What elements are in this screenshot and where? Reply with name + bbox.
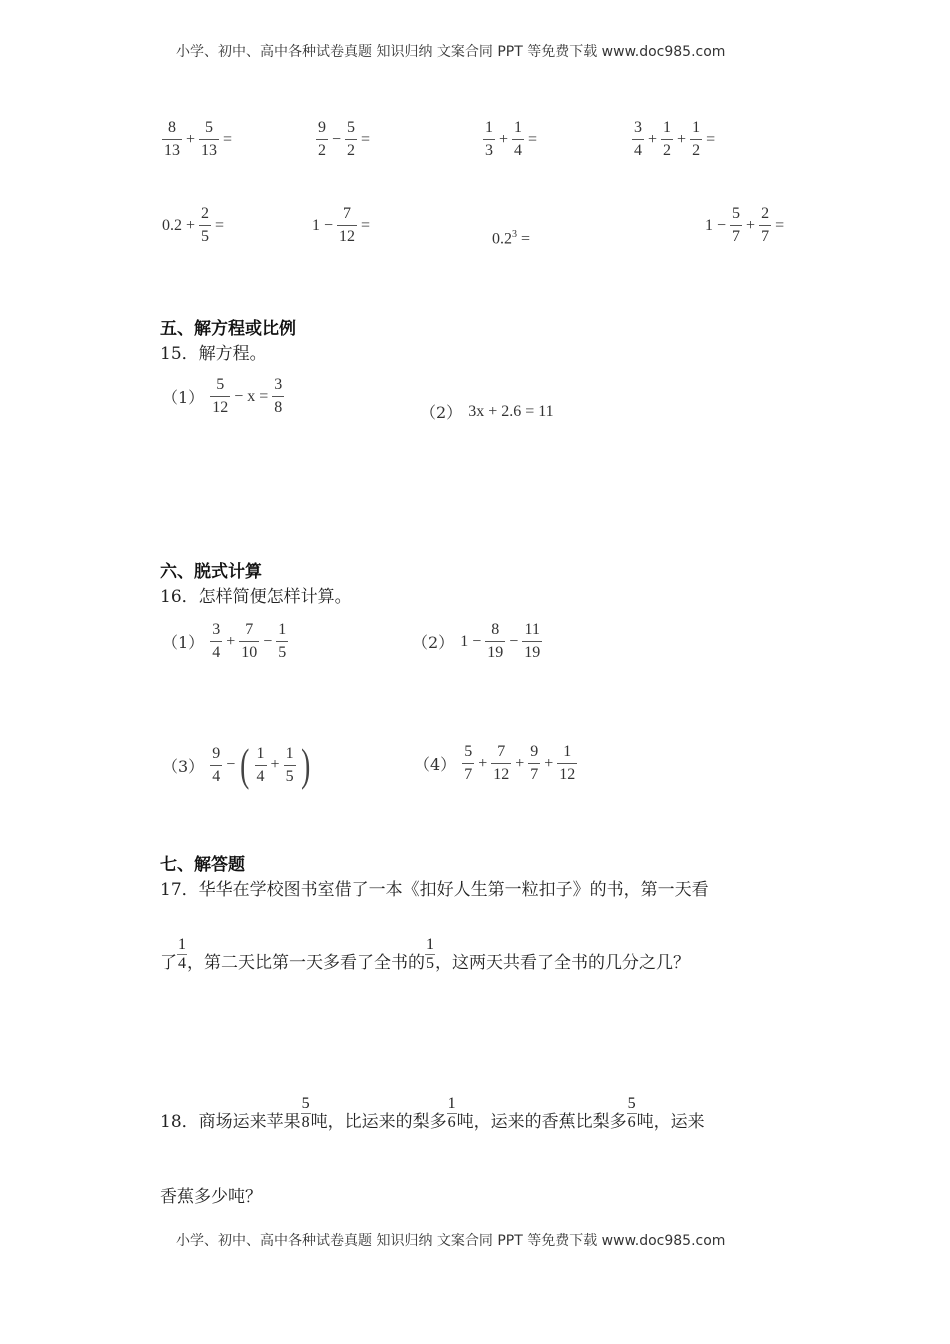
question-18-line2: 香蕉多少吨？: [160, 1187, 262, 1207]
expression-7: $0.2^3$ =: [492, 229, 531, 248]
question-15: 15．解方程。: [160, 344, 267, 364]
expression-4: $\frac{3}{4}$ + $\frac{1}{2}$ + $\frac{1}{2}$ =: [634, 119, 716, 159]
question-17-line1: 17．华华在学校图书室借了一本《扣好人生第一粒扣子》的书，第一天看: [160, 880, 709, 900]
page-header: 小学、初中、高中各种试卷真题 知识归纳 文案合同 PPT 等免费下载 www.doc985.com: [176, 44, 726, 60]
expression-3: $\frac{1}{3}$ + $\frac{1}{4}$ =: [485, 119, 538, 159]
question-16: 16．怎样简便怎样计算。: [160, 587, 352, 607]
section-6-title: 六、脱式计算: [160, 562, 262, 582]
calc-3: （3） $\frac{9}{4}$ − ( $\frac{1}{4}$ + $\frac{1}{5}$ ): [162, 739, 310, 790]
calc-4: （4） $\frac{5}{7}$ + $\frac{7}{12}$ + $\frac{9}{7}$ + $\frac{1}{12}$: [414, 743, 576, 783]
section-5-title: 五、解方程或比例: [160, 319, 296, 339]
question-18-line1: 18．商场运来苹果 $\frac{5}{8}$ 吨，比运来的梨多 $\frac{1}{6}$ 吨，运来的香蕉比梨多 $\frac{5}{6}$ 吨，运来: [160, 1095, 705, 1132]
expression-6: 1 − $\frac{7}{12}$ =: [312, 205, 371, 245]
equation-2: （2） 3x + 2.6 = 11: [420, 402, 554, 422]
section-7-title: 七、解答题: [160, 855, 245, 875]
page-footer: 小学、初中、高中各种试卷真题 知识归纳 文案合同 PPT 等免费下载 www.doc985.com: [176, 1233, 726, 1249]
calc-1: （1） $\frac{3}{4}$ + $\frac{7}{10}$ − $\frac{1}{5}$: [162, 621, 287, 661]
expression-5: 0.2 + $\frac{2}{5}$ =: [162, 205, 225, 245]
equation-1: （1） $\frac{5}{12}$ − x = $\frac{3}{8}$: [162, 376, 283, 416]
expression-8: 1 − $\frac{5}{7}$ + $\frac{2}{7}$ =: [705, 205, 785, 245]
calc-2: （2） 1 − $\frac{8}{19}$ − $\frac{11}{19}$: [412, 621, 541, 661]
expression-2: $\frac{9}{2}$ − $\frac{5}{2}$ =: [318, 119, 371, 159]
expression-1: $\frac{8}{13}$ + $\frac{5}{13}$ =: [164, 119, 233, 159]
question-17-line2: 了 $\frac{1}{4}$ ，第二天比第一天多看了全书的 $\frac{1}{5}$ ，这两天共看了全书的几分之几？: [160, 936, 690, 973]
